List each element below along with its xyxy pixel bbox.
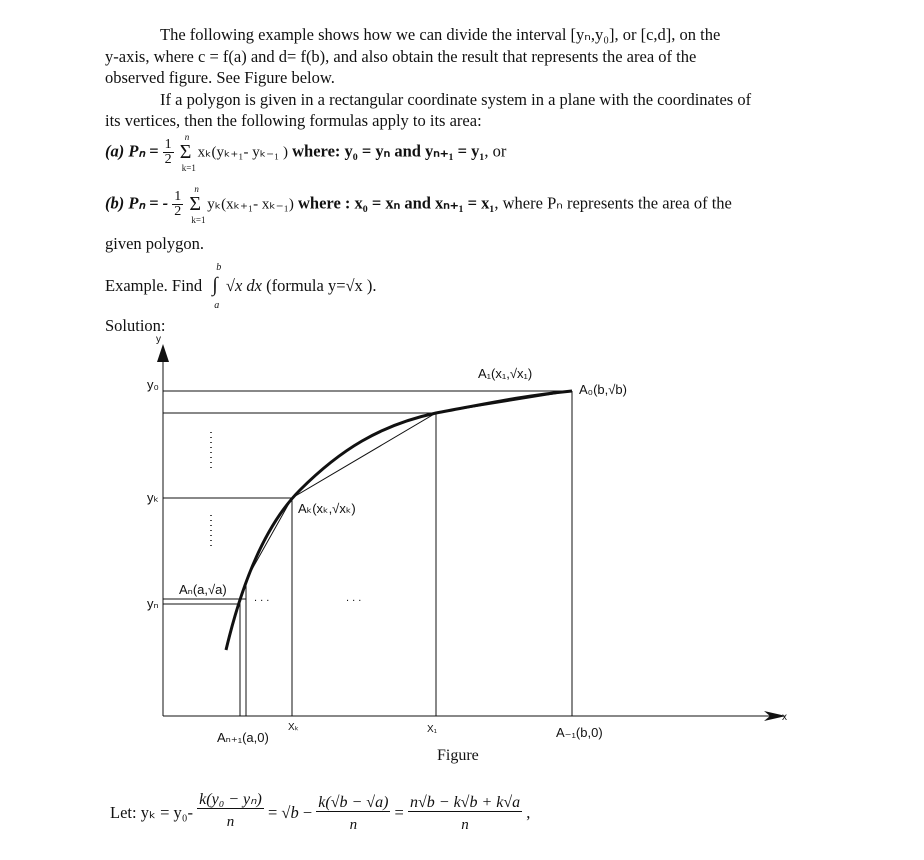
dots-near-An: . . . [254,592,270,604]
y-axis-label: y [156,334,161,345]
formula-a-label: (a) Pₙ = [105,141,159,161]
figure-caption: Figure [437,747,479,764]
formula-b-cont: given polygon. [105,234,204,253]
formula-a-where: where: y₀ = yₙ and yₙ₊₁ = y₁ [292,141,485,161]
let-formula: Let: yₖ = y₀- $\frac{\text{k(y₀ − yₙ)}}{n}$ = √b − $\frac{k(√b - √a)}{n}$ = $\frac{n√b - k√b + k√a}{n}$ , [110,791,531,833]
let-lead: Let: yₖ = y₀- [110,802,194,822]
let-fraction-1: $\frac{\text{k(y₀ − yₙ)}}{n}$ [199,791,262,830]
point-Ak-label: Aₖ(xₖ,√xₖ) [298,501,356,516]
para2-line2: its vertices, then the following formulas apply to its area: [105,111,482,130]
sqrt-curve [226,391,572,650]
para1-line1: The following example shows how we can divide the interval [yₙ,y₀], or [c,d], on the [160,25,721,44]
point-An-label: Aₙ(a,√a) [179,582,227,597]
formula-b-label: (b) Pₙ = - [105,193,169,213]
sum-symbol: Σ n k=1 [189,184,206,225]
formula-a-fraction: $\frac{1}{2}$ [164,137,172,167]
yn-label: yₙ [147,596,159,611]
point-A0-label: A₀(b,√b) [579,382,627,397]
point-An1-label: Aₙ₊₁(a,0) [217,730,269,745]
formula-b-tail: , where Pₙ represents the area of the [494,193,732,213]
point-Am1-label: A₋₁(b,0) [556,725,603,740]
example-integrand: √x dx [225,276,262,295]
formula-a-body: xₖ(yₖ₊₁- yₖ₋₁ ) [197,144,289,161]
dots-near-Ak: . . . [346,592,362,604]
example-lead: Example. Find [105,276,203,295]
x1-label: X₁ [427,724,438,735]
let-fraction-2: $\frac{k(√b - √a)}{n}$ [318,794,389,833]
xk-label: Xₖ [288,722,299,733]
y0-label: y₀ [147,377,159,392]
integral-symbol: ∫ b a [212,262,222,311]
let-root-b: √b [281,802,299,822]
x-axis-label: x [782,712,787,723]
formula-b-where: where : x₀ = xₙ and xₙ₊₁ = x₁ [298,193,495,213]
para1-line3: observed figure. See Figure below. [105,68,335,87]
let-fraction-3: $\frac{n√b - k√b + k√a}{n}$ [409,794,521,833]
example-tail: (formula y=√x ). [266,276,377,295]
formula-a-tail: , or [484,141,507,161]
y-axis-arrow [157,344,169,362]
formula-b-body: yₖ(xₖ₊₁- xₖ₋₁) [207,196,294,213]
solution-label: Solution: [105,316,166,335]
formula-b-fraction: $\frac{1}{2}$ [174,189,182,219]
point-A1-label: A₁(x₁,√x₁) [478,366,533,381]
para2-line1: If a polygon is given in a rectangular coordinate system in a plane with the coordinates of [160,90,752,109]
para1-line2: y-axis, where c = f(a) and d= f(b), and also obtain the result that represents the area of the [105,47,697,66]
yk-label: yₖ [147,490,160,505]
sum-symbol: Σ n k=1 [179,132,196,173]
